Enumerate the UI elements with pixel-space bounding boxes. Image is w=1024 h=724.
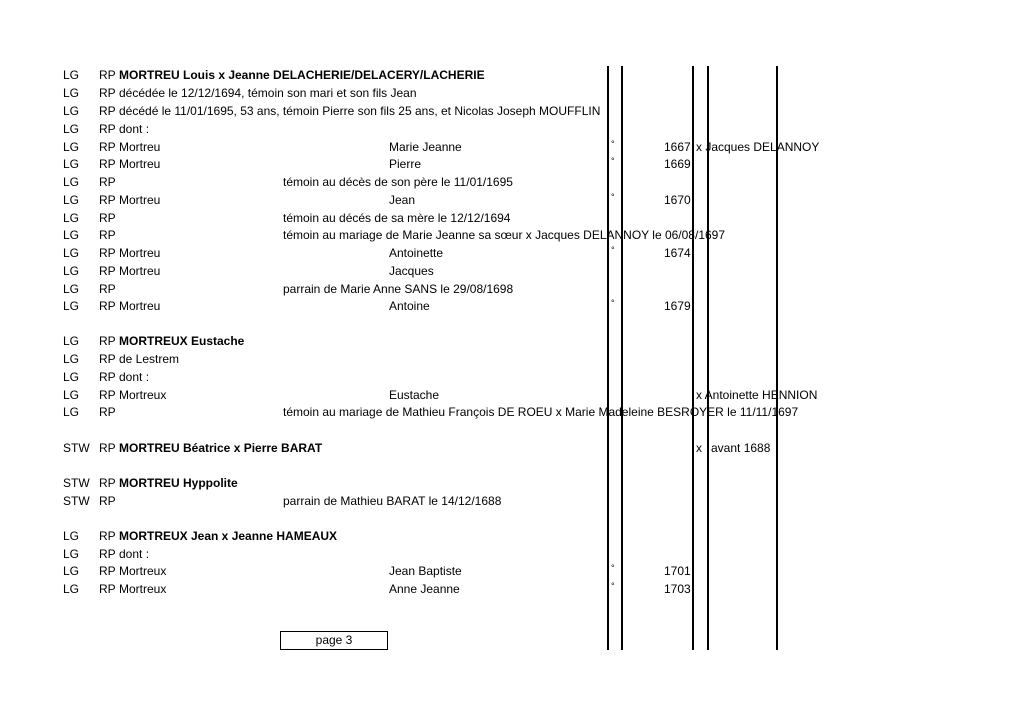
given-name: Antoinette xyxy=(389,246,444,260)
family-name: dont : xyxy=(119,547,150,561)
archive-code: LG xyxy=(63,405,80,419)
register-type: RP xyxy=(99,476,116,490)
archive-code: LG xyxy=(63,282,80,296)
marriage-info: x xyxy=(696,441,702,455)
table-row xyxy=(0,173,1024,191)
family-name: Mortreu xyxy=(119,246,161,260)
table-row xyxy=(0,562,1024,580)
register-type: RP xyxy=(99,104,116,118)
register-type: RP xyxy=(99,246,116,260)
register-type: RP xyxy=(99,405,116,419)
register-type: RP xyxy=(99,299,116,313)
register-type: RP xyxy=(99,140,116,154)
birth-year: 1669 xyxy=(664,157,691,171)
table-row xyxy=(0,191,1024,209)
register-type: RP xyxy=(99,86,116,100)
annotation: témoin au décés de sa mère le 12/12/1694 xyxy=(283,211,511,225)
table-row xyxy=(0,297,1024,315)
family-name: de Lestrem xyxy=(119,352,180,366)
table-row xyxy=(0,138,1024,156)
table-row xyxy=(0,66,1024,84)
table-row xyxy=(0,439,1024,457)
table-row xyxy=(0,527,1024,545)
table-row xyxy=(0,492,1024,510)
birth-mark: ° xyxy=(611,192,615,202)
family-name: MORTREU Hyppolite xyxy=(119,476,238,490)
register-type: RP xyxy=(99,264,116,278)
family-name: MORTREUX Jean x Jeanne HAMEAUX xyxy=(119,529,338,543)
archive-code: LG xyxy=(63,529,80,543)
table-row xyxy=(0,244,1024,262)
table-row xyxy=(0,350,1024,368)
family-name: Mortreu xyxy=(119,140,161,154)
birth-year: 1679 xyxy=(664,299,691,313)
table-row xyxy=(0,262,1024,280)
table-row xyxy=(0,474,1024,492)
register-type: RP xyxy=(99,175,116,189)
birth-mark: ° xyxy=(611,245,615,255)
birth-year: 1703 xyxy=(664,582,691,596)
register-type: RP xyxy=(99,282,116,296)
archive-code: LG xyxy=(63,370,80,384)
archive-code: LG xyxy=(63,122,80,136)
archive-code: LG xyxy=(63,246,80,260)
given-name: Marie Jeanne xyxy=(389,140,462,154)
birth-year: 1701 xyxy=(664,564,691,578)
archive-code: STW xyxy=(63,441,90,455)
archive-code: LG xyxy=(63,352,80,366)
archive-code: LG xyxy=(63,547,80,561)
archive-code: LG xyxy=(63,264,80,278)
page-number-box xyxy=(280,631,388,650)
annotation: parrain de Mathieu BARAT le 14/12/1688 xyxy=(283,494,502,508)
table-row xyxy=(0,580,1024,598)
register-type: RP xyxy=(99,370,116,384)
given-name: Antoine xyxy=(389,299,430,313)
given-name: Jacques xyxy=(389,264,434,278)
register-type: RP xyxy=(99,228,116,242)
given-name: Eustache xyxy=(389,388,440,402)
archive-code: LG xyxy=(63,564,80,578)
annotation: témoin au décès de son père le 11/01/1695 xyxy=(283,175,513,189)
family-name: Mortreu xyxy=(119,157,161,171)
family-name: dont : xyxy=(119,122,150,136)
family-name: Mortreu xyxy=(119,264,161,278)
birth-year: 1674 xyxy=(664,246,691,260)
register-type: RP xyxy=(99,494,116,508)
family-name: Mortreux xyxy=(119,582,167,596)
table-row xyxy=(0,226,1024,244)
table-row xyxy=(0,280,1024,298)
register-type: RP xyxy=(99,352,116,366)
given-name: Jean Baptiste xyxy=(389,564,462,578)
archive-code: LG xyxy=(63,299,80,313)
archive-code: LG xyxy=(63,334,80,348)
birth-year: 1667 xyxy=(664,140,691,154)
register-type: RP xyxy=(99,211,116,225)
register-type: RP xyxy=(99,441,116,455)
archive-code: LG xyxy=(63,68,80,82)
birth-mark: ° xyxy=(611,156,615,166)
table-row xyxy=(0,332,1024,350)
archive-code: STW xyxy=(63,476,90,490)
family-name: MORTREUX Eustache xyxy=(119,334,245,348)
family-name: MORTREU Louis x Jeanne DELACHERIE/DELACERY/LACHERIE xyxy=(119,68,485,82)
register-type: RP xyxy=(99,122,116,136)
family-name: décédée le 12/12/1694, témoin son mari et son fils Jean xyxy=(119,86,417,100)
annotation: parrain de Marie Anne SANS le 29/08/1698 xyxy=(283,282,514,296)
archive-code: LG xyxy=(63,157,80,171)
table-row xyxy=(0,545,1024,563)
family-name: Mortreu xyxy=(119,193,161,207)
birth-mark: ° xyxy=(611,563,615,573)
table-row xyxy=(0,155,1024,173)
marriage-info: x Jacques DELANNOY xyxy=(696,140,820,154)
family-name: Mortreu xyxy=(119,299,161,313)
archive-code: LG xyxy=(63,388,80,402)
annotation: témoin au mariage de Mathieu François DE ROEU x Marie Madeleine BESROYER le 11/11/1697 xyxy=(283,405,799,419)
register-type: RP xyxy=(99,68,116,82)
birth-mark: ° xyxy=(611,298,615,308)
register-type: RP xyxy=(99,334,116,348)
table-row xyxy=(0,386,1024,404)
family-name: dont : xyxy=(119,370,150,384)
register-type: RP xyxy=(99,547,116,561)
table-row xyxy=(0,368,1024,386)
archive-code: LG xyxy=(63,211,80,225)
archive-code: LG xyxy=(63,193,80,207)
marriage-date: avant 1688 xyxy=(711,441,771,455)
table-row xyxy=(0,120,1024,138)
table-row xyxy=(0,102,1024,120)
archive-code: LG xyxy=(63,582,80,596)
family-name: décédé le 11/01/1695, 53 ans, témoin Pierre son fils 25 ans, et Nicolas Joseph MOUFFLIN xyxy=(119,104,601,118)
table-row xyxy=(0,403,1024,421)
register-type: RP xyxy=(99,582,116,596)
annotation: témoin au mariage de Marie Jeanne sa sœur x Jacques DELANNOY le 06/08/1697 xyxy=(283,228,726,242)
family-name: Mortreux xyxy=(119,564,167,578)
birth-year: 1670 xyxy=(664,193,691,207)
birth-mark: ° xyxy=(611,139,615,149)
table-row xyxy=(0,84,1024,102)
table-row xyxy=(0,209,1024,227)
archive-code: LG xyxy=(63,140,80,154)
archive-code: STW xyxy=(63,494,90,508)
register-type: RP xyxy=(99,529,116,543)
archive-code: LG xyxy=(63,104,80,118)
register-type: RP xyxy=(99,193,116,207)
page-number: page 3 xyxy=(315,633,353,647)
archive-code: LG xyxy=(63,228,80,242)
family-name: MORTREU Béatrice x Pierre BARAT xyxy=(119,441,323,455)
register-type: RP xyxy=(99,564,116,578)
given-name: Anne Jeanne xyxy=(389,582,460,596)
register-type: RP xyxy=(99,388,116,402)
register-type: RP xyxy=(99,157,116,171)
marriage-info: x Antoinette HENNION xyxy=(696,388,818,402)
archive-code: LG xyxy=(63,86,80,100)
archive-code: LG xyxy=(63,175,80,189)
birth-mark: ° xyxy=(611,581,615,591)
given-name: Pierre xyxy=(389,157,422,171)
given-name: Jean xyxy=(389,193,416,207)
family-name: Mortreux xyxy=(119,388,167,402)
